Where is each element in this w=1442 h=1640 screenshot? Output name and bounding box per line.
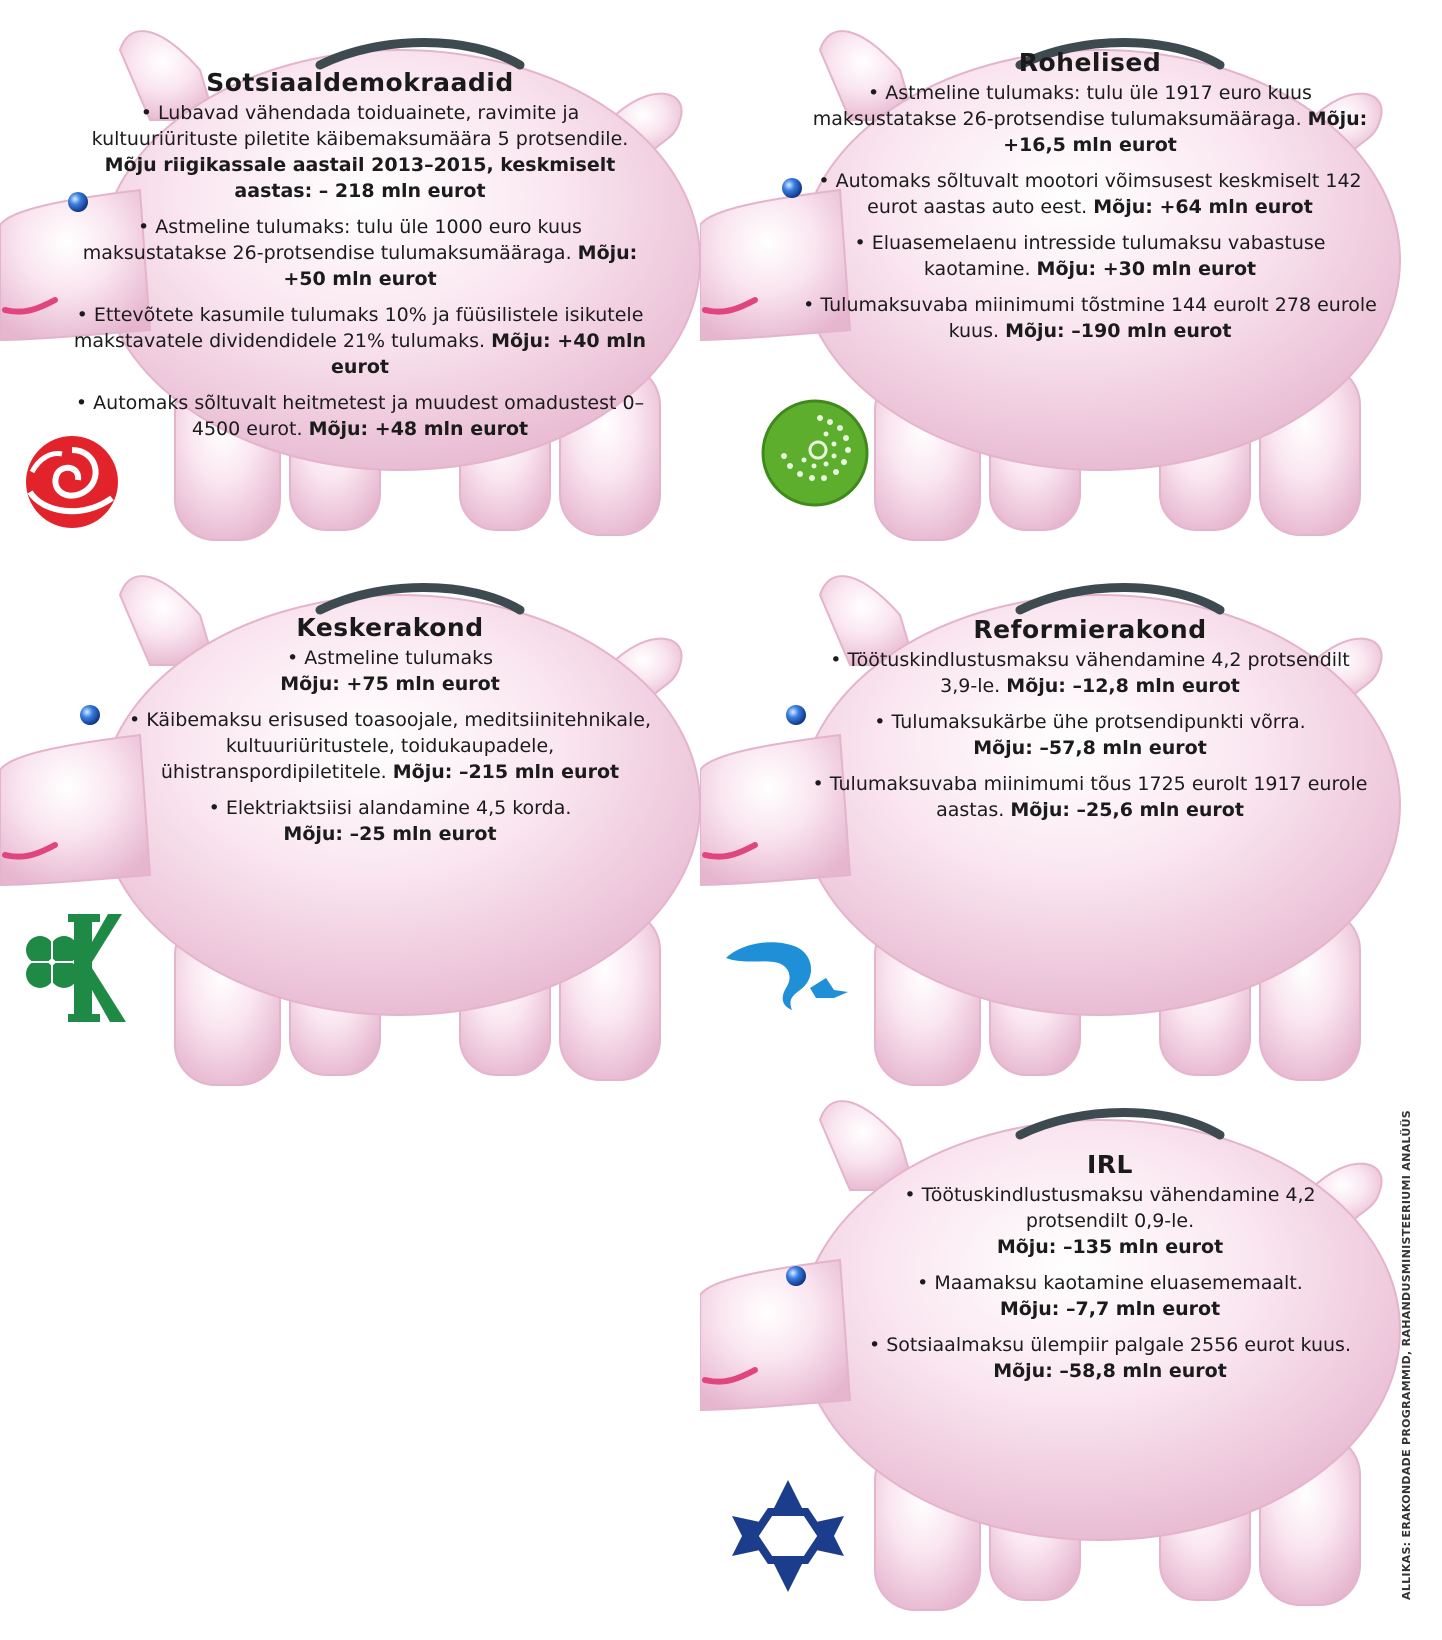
irl-star-logo-icon [730,1478,846,1594]
policy-item: • Astmeline tulumaks: tulu üle 1917 euro kuus maksustatakse 26-protsendise tulumaksumääraga. Mõju: +16,5 mln eurot [812,82,1368,156]
policy-item: • Ettevõtete kasumile tulumaks 10% ja füüsilistele isikutele makstavatele dividendidele 21% tulumaks. Mõju: +40 mln eurot [73,304,647,378]
policy-item: • Lubavad vähendada toiduainete, ravimite ja kultuuriürituste piletite käibemaksumäära 5 protsendile. Mõju riigikassale aastail 2013–2015, keskmiselt aastas: – 218 mln eurot [91,102,629,202]
policy-item: • Elektriaktsiisi alandamine 4,5 korda. Mõju: –25 mln eurot [208,797,572,845]
squirrel-logo-icon [722,928,852,1018]
party-text-block [800,50,1380,354]
party-title: Keskerakond [296,613,484,642]
green-party-logo-icon [760,398,870,508]
policy-item: • Tulumaksuvaba miinimumi tõstmine 144 eurolt 278 eurole kuus. Mõju: –190 mln eurot [803,294,1377,342]
policy-item: • Töötuskindlustusmaksu vähendamine 4,2 protsendilt 0,9-le. Mõju: –135 mln eurot [904,1184,1316,1258]
pig-card-reformierakond [700,555,1420,1115]
party-title: Reformierakond [973,615,1207,644]
policy-item: • Töötuskindlustusmaksu vähendamine 4,2 protsendilt 3,9-le. Mõju: –12,8 mln eurot [830,649,1350,697]
policy-item: • Astmeline tulumaks Mõju: +75 mln eurot [280,647,500,695]
pig-card-keskerakond [0,555,720,1115]
policy-item: • Eluasemelaenu intresside tulumaksu vabastuse kaotamine. Mõju: +30 mln eurot [854,232,1326,280]
source-credit: ALLIKAS: ERAKONDADE PROGRAMMID, RAHANDUSMINISTEERIUMI ANALÜÜS [1400,1109,1413,1600]
center-party-logo-icon [18,912,128,1024]
party-text-block [70,70,650,452]
policy-item: • Automaks sõltuvalt heitmetest ja muudest omadustest 0–4500 eurot. Mõju: +48 mln eurot [75,392,645,440]
policy-item: • Tulumaksukärbe ühe protsendipunkti võrra. Mõju: –57,8 mln eurot [874,711,1306,759]
party-text-block [860,1152,1360,1394]
party-text-block [120,615,660,857]
party-title: Rohelised [1018,48,1162,77]
policy-item: • Automaks sõltuvalt mootori võimsusest keskmiselt 142 eurot aastas auto eest. Mõju: +64 mln eurot [818,170,1362,218]
party-text-block [810,617,1370,833]
policy-item: • Sotsiaalmaksu ülempiir palgale 2556 eurot kuus. Mõju: –58,8 mln eurot [868,1334,1351,1382]
rose-logo-icon [12,432,132,532]
policy-item: • Tulumaksuvaba miinimumi tõus 1725 eurolt 1917 eurole aastas. Mõju: –25,6 mln eurot [812,773,1368,821]
party-title: IRL [1087,1150,1133,1179]
policy-item: • Astmeline tulumaks: tulu üle 1000 euro kuus maksustatakse 26-protsendise tulumaksumääraga. Mõju: +50 mln eurot [82,216,638,290]
party-title: Sotsiaaldemokraadid [206,68,514,97]
policy-item: • Käibemaksu erisused toasoojale, meditsiinitehnikale, kultuuriüritustele, toidukaupadele, ühistranspordipiletitele. Mõju: –215 mln eurot [128,709,651,783]
policy-item: • Maamaksu kaotamine eluasememaalt. Mõju: –7,7 mln eurot [917,1272,1303,1320]
